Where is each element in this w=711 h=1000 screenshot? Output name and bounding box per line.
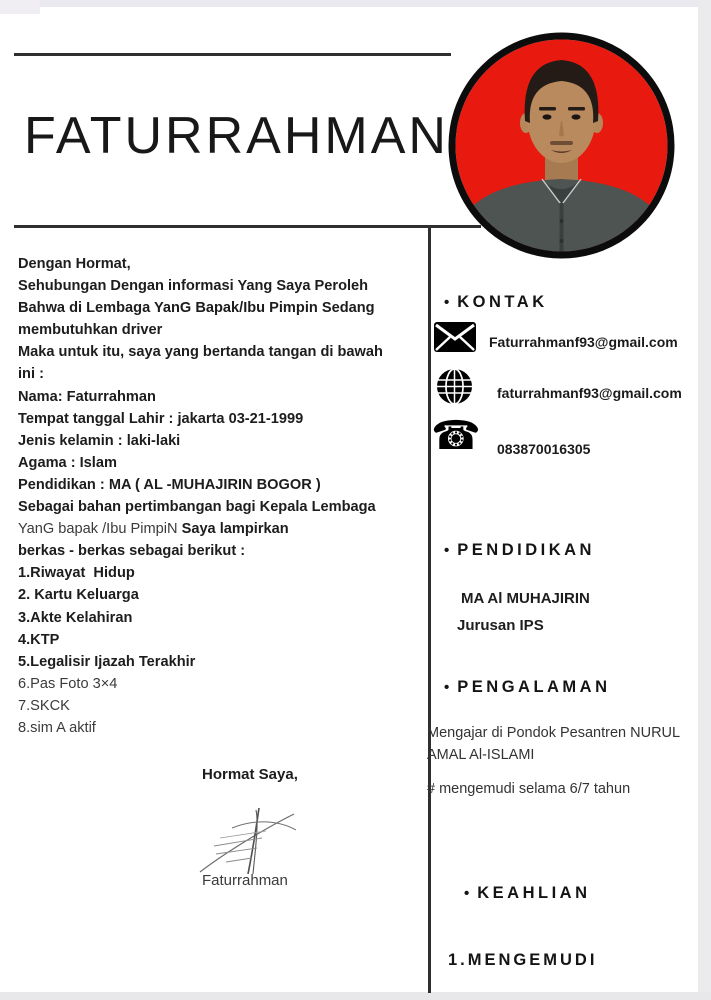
letter-text: 2. Kartu Keluarga bbox=[18, 587, 139, 604]
scan-edge-right bbox=[698, 0, 711, 1000]
letter-text: 5.Legalisir Ijazah Terakhir bbox=[18, 653, 196, 670]
letter-text: berkas - berkas sebagai berikut : bbox=[18, 543, 246, 560]
letter-line bbox=[18, 607, 422, 629]
bullet-icon: • bbox=[444, 679, 450, 696]
letter-text: 4.KTP bbox=[18, 631, 60, 648]
letter-line bbox=[18, 562, 422, 584]
signature-name: Faturrahman bbox=[202, 872, 288, 889]
letter-text: 1.Riwayat Hidup bbox=[18, 565, 135, 582]
cover-letter-body bbox=[18, 253, 422, 739]
section-heading-kontak bbox=[444, 293, 548, 312]
letter-text: Bahwa di Lembaga YanG Bapak/Ibu Pimpin Sedang bbox=[18, 300, 375, 317]
letter-line bbox=[18, 540, 422, 562]
letter-line bbox=[18, 253, 422, 275]
header-bottom-rule bbox=[14, 225, 481, 228]
letter-text: Tempat tanggal Lahir : jakarta 03-21-1999 bbox=[18, 410, 304, 427]
letter-text: membutuhkan driver bbox=[18, 322, 163, 339]
letter-text: Maka untuk itu, saya yang bertanda tangan di bawah bbox=[18, 344, 383, 361]
letter-line bbox=[18, 408, 422, 430]
bullet-icon: • bbox=[464, 885, 470, 902]
header-top-rule bbox=[14, 53, 451, 56]
letter-closing: Hormat Saya, bbox=[202, 766, 298, 783]
letter-line bbox=[18, 518, 422, 540]
letter-text: Dengan Hormat, bbox=[18, 256, 131, 272]
contact-email-primary: Faturrahmanf93@gmail.com bbox=[489, 334, 678, 350]
section-heading-keahlian bbox=[464, 884, 591, 903]
contact-email-secondary: faturrahmanf93@gmail.com bbox=[497, 385, 682, 401]
letter-line bbox=[18, 695, 422, 717]
globe-icon bbox=[436, 368, 473, 410]
letter-line bbox=[18, 341, 422, 363]
letter-text: Sebagai bahan pertimbangan bagi Kepala Lembaga bbox=[18, 499, 376, 516]
signature-graphic bbox=[196, 804, 311, 876]
letter-line bbox=[18, 629, 422, 651]
letter-line bbox=[18, 386, 422, 408]
letter-text: YanG bapak /Ibu PimpiN bbox=[18, 521, 182, 538]
experience-item-driving: # mengemudi selama 6/7 tahun bbox=[427, 781, 631, 797]
profile-photo bbox=[448, 29, 675, 262]
education-major: Jurusan IPS bbox=[457, 617, 544, 634]
letter-line bbox=[18, 275, 422, 297]
page-title: FATURRAHMAN bbox=[24, 107, 449, 165]
letter-line bbox=[18, 651, 422, 673]
letter-line bbox=[18, 430, 422, 452]
letter-text: 6.Pas Foto 3×4 bbox=[18, 675, 118, 692]
envelope-icon bbox=[434, 322, 476, 357]
letter-text: Sehubungan Dengan informasi Yang Saya Peroleh bbox=[18, 278, 369, 295]
letter-text: Agama : Islam bbox=[18, 454, 117, 471]
kontak-title: KONTAK bbox=[457, 293, 548, 311]
letter-text: Jenis kelamin : laki-laki bbox=[18, 432, 181, 449]
pendidikan-title: PENDIDIKAN bbox=[457, 541, 595, 559]
letter-text: Saya lampirkan bbox=[181, 521, 289, 538]
letter-text: 8.sim A aktif bbox=[18, 719, 96, 736]
letter-text: 3.Akte Kelahiran bbox=[18, 609, 133, 626]
contact-phone-number: 083870016305 bbox=[497, 441, 591, 457]
letter-line bbox=[18, 673, 422, 695]
letter-text: Pendidikan : MA ( AL -MUHAJIRIN BOGOR ) bbox=[18, 476, 321, 493]
experience-item-teaching: Mengajar di Pondok Pesantren NURUL AMAL Al-ISLAMI bbox=[427, 725, 680, 763]
section-heading-pengalaman bbox=[444, 678, 611, 697]
letter-line bbox=[18, 474, 422, 496]
letter-line bbox=[18, 584, 422, 606]
column-divider bbox=[428, 225, 431, 993]
letter-text: 7.SKCK bbox=[18, 697, 70, 714]
scan-edge-smudge bbox=[0, 0, 40, 14]
scan-edge-top bbox=[0, 0, 711, 7]
letter-text: Nama: Faturrahman bbox=[18, 388, 156, 405]
section-heading-pendidikan bbox=[444, 541, 595, 560]
profile-photo-graphic bbox=[448, 29, 675, 262]
education-school: MA Al MUHAJIRIN bbox=[461, 590, 590, 607]
skill-item-driving: 1.MENGEMUDI bbox=[448, 951, 598, 969]
keahlian-title: KEAHLIAN bbox=[477, 884, 591, 902]
bullet-icon: • bbox=[444, 542, 450, 559]
letter-line bbox=[18, 319, 422, 341]
bullet-icon: • bbox=[444, 294, 450, 311]
letter-line bbox=[18, 496, 422, 518]
letter-line bbox=[18, 363, 422, 385]
letter-line bbox=[18, 452, 422, 474]
scan-edge-bottom bbox=[0, 992, 711, 1000]
signature-scribble bbox=[196, 804, 311, 881]
letter-line bbox=[18, 297, 422, 319]
pengalaman-title: PENGALAMAN bbox=[457, 678, 611, 696]
phone-icon: ☎ bbox=[431, 413, 481, 459]
letter-line bbox=[18, 717, 422, 739]
letter-text: ini : bbox=[18, 366, 44, 383]
